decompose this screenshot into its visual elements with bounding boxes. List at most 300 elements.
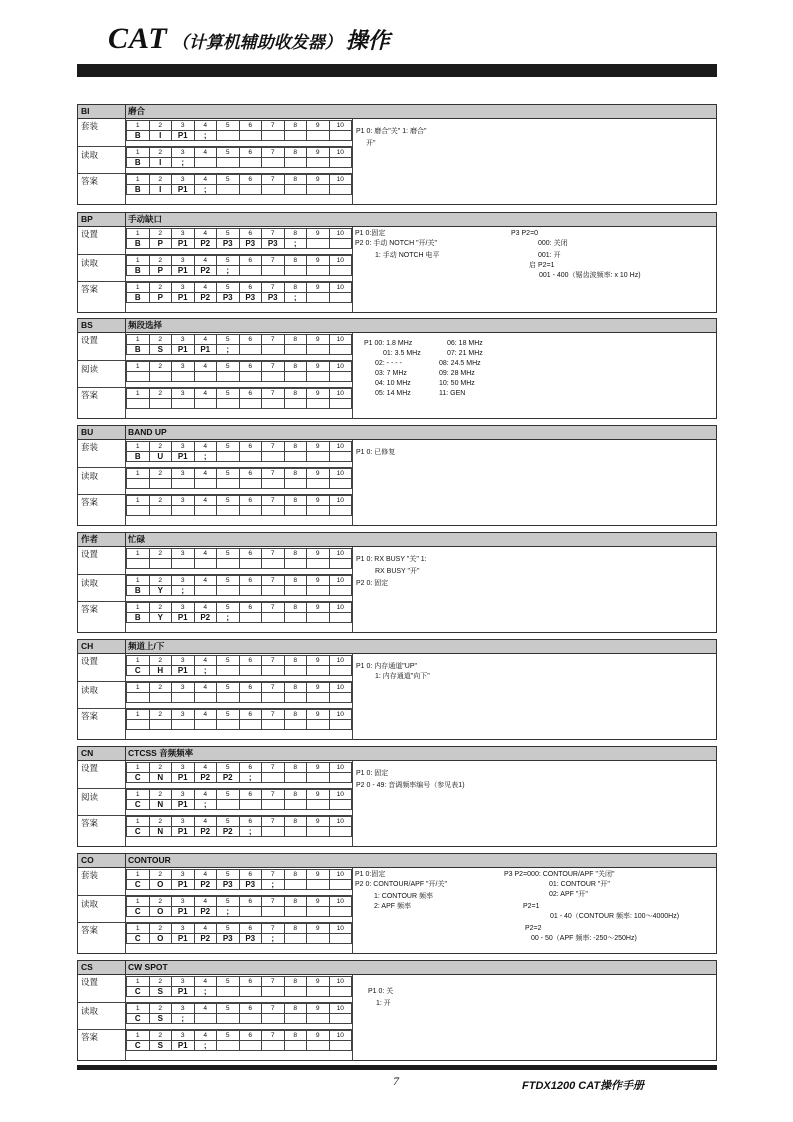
section-name: 频段选择 bbox=[128, 320, 163, 330]
digit-cell: 4 bbox=[194, 1031, 217, 1041]
digit-cell: 5 bbox=[217, 148, 240, 158]
digit-cell: 10 bbox=[329, 496, 352, 506]
command-cell: ; bbox=[194, 987, 217, 997]
digit-cell: 7 bbox=[262, 362, 285, 372]
digit-cell: 1 bbox=[127, 335, 150, 345]
command-cell: S bbox=[149, 1041, 172, 1051]
digit-cell: 8 bbox=[284, 229, 307, 239]
command-grid bbox=[126, 495, 352, 516]
row-label: 设置 bbox=[81, 229, 99, 239]
row-label: 答案 bbox=[81, 604, 99, 614]
digit-cell: 9 bbox=[307, 175, 330, 185]
command-cell: ; bbox=[217, 613, 240, 623]
command-cell bbox=[262, 987, 285, 997]
digit-cell: 2 bbox=[149, 977, 172, 987]
command-cell bbox=[239, 452, 262, 462]
command-cell: P3 bbox=[217, 239, 240, 249]
digit-cell: 6 bbox=[239, 924, 262, 934]
command-cell bbox=[262, 479, 285, 489]
digit-cell: 4 bbox=[194, 1004, 217, 1014]
command-cell bbox=[127, 559, 150, 569]
row-label: 套装 bbox=[81, 442, 99, 452]
digit-cell: 4 bbox=[194, 790, 217, 800]
section-code: CO bbox=[78, 854, 126, 867]
command-cell: P1 bbox=[172, 987, 195, 997]
command-cell: P3 bbox=[239, 293, 262, 303]
command-grid bbox=[126, 816, 352, 837]
command-cell bbox=[329, 720, 352, 730]
digit-cell: 5 bbox=[217, 469, 240, 479]
digit-cell: 7 bbox=[262, 710, 285, 720]
command-row bbox=[127, 293, 352, 303]
digit-row bbox=[127, 897, 352, 907]
command-cell bbox=[262, 586, 285, 596]
command-cell: ; bbox=[284, 293, 307, 303]
command-cell: P1 bbox=[172, 800, 195, 810]
digit-cell: 4 bbox=[194, 870, 217, 880]
parameter-note: 1: 手动 NOTCH 电平 bbox=[375, 252, 440, 259]
parameter-note: P2 0 - 49: 音调频率编号（参见表1) bbox=[356, 782, 465, 789]
section-name: 磨合 bbox=[128, 106, 146, 116]
command-cell bbox=[194, 1014, 217, 1024]
command-cell bbox=[307, 934, 330, 944]
parameter-note: P1 0: 关 bbox=[368, 988, 394, 995]
digit-cell: 8 bbox=[284, 924, 307, 934]
command-cell bbox=[239, 613, 262, 623]
digit-cell: 8 bbox=[284, 656, 307, 666]
section-body bbox=[78, 333, 716, 419]
section-header bbox=[78, 747, 716, 761]
digit-cell: 8 bbox=[284, 121, 307, 131]
command-cell bbox=[284, 372, 307, 382]
digit-row bbox=[127, 335, 352, 345]
command-cell: P1 bbox=[172, 880, 195, 890]
digit-cell: 9 bbox=[307, 763, 330, 773]
digit-cell: 1 bbox=[127, 283, 150, 293]
digit-cell: 8 bbox=[284, 710, 307, 720]
command-row bbox=[127, 158, 352, 168]
command-cell bbox=[329, 452, 352, 462]
digit-cell: 5 bbox=[217, 817, 240, 827]
command-cell: B bbox=[127, 613, 150, 623]
command-cell bbox=[284, 506, 307, 516]
command-cell: P bbox=[149, 239, 172, 249]
command-cell bbox=[217, 506, 240, 516]
digit-cell: 2 bbox=[149, 469, 172, 479]
digit-cell: 3 bbox=[172, 229, 195, 239]
digit-cell: 3 bbox=[172, 1031, 195, 1041]
digit-cell: 6 bbox=[239, 897, 262, 907]
digit-cell: 6 bbox=[239, 283, 262, 293]
row-label: 读取 bbox=[81, 899, 99, 909]
parameter-note: P3 P2=0 bbox=[511, 230, 539, 237]
digit-cell: 7 bbox=[262, 469, 285, 479]
command-section bbox=[77, 960, 717, 1061]
command-row bbox=[127, 586, 352, 596]
digit-cell: 7 bbox=[262, 656, 285, 666]
digit-cell: 6 bbox=[239, 603, 262, 613]
command-cell bbox=[284, 158, 307, 168]
digit-cell: 10 bbox=[329, 335, 352, 345]
digit-cell: 6 bbox=[239, 229, 262, 239]
command-cell bbox=[262, 773, 285, 783]
command-cell bbox=[172, 559, 195, 569]
command-cell bbox=[217, 399, 240, 409]
command-cell: ; bbox=[194, 131, 217, 141]
command-cell bbox=[172, 479, 195, 489]
command-cell bbox=[239, 987, 262, 997]
command-cell bbox=[217, 800, 240, 810]
digit-cell: 8 bbox=[284, 683, 307, 693]
digit-cell: 3 bbox=[172, 175, 195, 185]
section-header bbox=[78, 961, 716, 975]
digit-cell: 6 bbox=[239, 817, 262, 827]
command-cell bbox=[307, 773, 330, 783]
command-cell bbox=[149, 479, 172, 489]
digit-cell: 3 bbox=[172, 549, 195, 559]
command-cell bbox=[217, 158, 240, 168]
digit-cell: 7 bbox=[262, 603, 285, 613]
header-ops: 操作 bbox=[345, 28, 390, 53]
command-row bbox=[127, 880, 352, 890]
digit-cell: 9 bbox=[307, 603, 330, 613]
command-cell bbox=[239, 372, 262, 382]
digit-cell: 10 bbox=[329, 603, 352, 613]
digit-cell: 10 bbox=[329, 977, 352, 987]
digit-cell: 9 bbox=[307, 576, 330, 586]
command-cell: N bbox=[149, 773, 172, 783]
command-cell bbox=[149, 720, 172, 730]
digit-cell: 7 bbox=[262, 817, 285, 827]
command-cell: B bbox=[127, 452, 150, 462]
section-body bbox=[78, 654, 716, 740]
command-cell: O bbox=[149, 934, 172, 944]
digit-cell: 3 bbox=[172, 897, 195, 907]
digit-cell: 5 bbox=[217, 977, 240, 987]
command-cell: B bbox=[127, 239, 150, 249]
command-cell: P2 bbox=[194, 934, 217, 944]
digit-cell: 3 bbox=[172, 576, 195, 586]
parameter-note: 01: CONTOUR "开" bbox=[549, 881, 610, 888]
digit-cell: 2 bbox=[149, 710, 172, 720]
command-cell bbox=[329, 479, 352, 489]
command-cell bbox=[194, 720, 217, 730]
digit-row bbox=[127, 977, 352, 987]
digit-row bbox=[127, 283, 352, 293]
section-code: CN bbox=[78, 747, 126, 760]
parameter-note: P2=1 bbox=[523, 903, 540, 910]
digit-cell: 3 bbox=[172, 763, 195, 773]
page-number: 7 bbox=[393, 1074, 399, 1088]
digit-cell: 5 bbox=[217, 229, 240, 239]
command-cell bbox=[284, 720, 307, 730]
digit-cell: 6 bbox=[239, 469, 262, 479]
command-grid bbox=[126, 334, 352, 355]
digit-cell: 5 bbox=[217, 870, 240, 880]
command-cell bbox=[217, 1014, 240, 1024]
digit-cell: 2 bbox=[149, 335, 172, 345]
command-cell: P bbox=[149, 293, 172, 303]
digit-cell: 6 bbox=[239, 870, 262, 880]
digit-cell: 8 bbox=[284, 790, 307, 800]
command-cell bbox=[239, 693, 262, 703]
parameter-note: 2: APF 频率 bbox=[374, 903, 411, 910]
digit-cell: 10 bbox=[329, 817, 352, 827]
command-cell bbox=[239, 399, 262, 409]
digit-cell: 4 bbox=[194, 603, 217, 613]
command-grid bbox=[126, 282, 352, 303]
command-cell bbox=[307, 720, 330, 730]
command-row bbox=[127, 345, 352, 355]
parameter-note: P1 00: 1.8 MHz bbox=[364, 340, 413, 347]
command-cell bbox=[262, 800, 285, 810]
digit-row bbox=[127, 442, 352, 452]
command-cell: P2 bbox=[194, 773, 217, 783]
column-divider bbox=[352, 654, 353, 740]
digit-cell: 9 bbox=[307, 1004, 330, 1014]
command-cell bbox=[284, 586, 307, 596]
digit-cell: 9 bbox=[307, 870, 330, 880]
command-row bbox=[127, 1041, 352, 1051]
command-cell: I bbox=[149, 131, 172, 141]
command-cell: P2 bbox=[194, 266, 217, 276]
digit-cell: 4 bbox=[194, 175, 217, 185]
digit-cell: 5 bbox=[217, 362, 240, 372]
command-grid bbox=[126, 228, 352, 249]
command-cell bbox=[307, 452, 330, 462]
digit-cell: 10 bbox=[329, 121, 352, 131]
row-label: 答案 bbox=[81, 1032, 99, 1042]
section-name: CTCSS 音频频率 bbox=[128, 748, 194, 758]
digit-cell: 2 bbox=[149, 576, 172, 586]
digit-cell: 7 bbox=[262, 790, 285, 800]
digit-cell: 1 bbox=[127, 576, 150, 586]
command-cell bbox=[307, 559, 330, 569]
command-cell bbox=[307, 479, 330, 489]
command-cell: ; bbox=[172, 158, 195, 168]
digit-cell: 9 bbox=[307, 496, 330, 506]
command-row bbox=[127, 559, 352, 569]
digit-cell: 2 bbox=[149, 763, 172, 773]
command-cell: ; bbox=[284, 239, 307, 249]
digit-cell: 3 bbox=[172, 121, 195, 131]
row-label: 设置 bbox=[81, 763, 99, 773]
command-cell bbox=[307, 800, 330, 810]
digit-cell: 5 bbox=[217, 549, 240, 559]
digit-cell: 5 bbox=[217, 442, 240, 452]
command-cell bbox=[262, 1041, 285, 1051]
command-grid bbox=[126, 682, 352, 703]
command-cell bbox=[217, 720, 240, 730]
command-cell bbox=[127, 720, 150, 730]
digit-row bbox=[127, 710, 352, 720]
section-name: 忙碌 bbox=[128, 534, 146, 544]
digit-cell: 5 bbox=[217, 389, 240, 399]
digit-cell: 5 bbox=[217, 924, 240, 934]
parameter-note: 07: 21 MHz bbox=[447, 350, 483, 357]
command-cell bbox=[307, 293, 330, 303]
command-cell bbox=[307, 266, 330, 276]
command-grid bbox=[126, 1003, 352, 1024]
digit-cell: 3 bbox=[172, 870, 195, 880]
command-cell: B bbox=[127, 185, 150, 195]
row-label: 设置 bbox=[81, 977, 99, 987]
digit-cell: 8 bbox=[284, 442, 307, 452]
command-cell bbox=[149, 372, 172, 382]
command-cell: P3 bbox=[217, 934, 240, 944]
digit-cell: 3 bbox=[172, 256, 195, 266]
digit-cell: 4 bbox=[194, 924, 217, 934]
command-cell bbox=[194, 559, 217, 569]
command-cell bbox=[329, 773, 352, 783]
command-cell bbox=[329, 666, 352, 676]
command-row bbox=[127, 693, 352, 703]
digit-cell: 2 bbox=[149, 442, 172, 452]
digit-cell: 3 bbox=[172, 817, 195, 827]
command-cell: ; bbox=[217, 266, 240, 276]
command-cell bbox=[262, 666, 285, 676]
command-cell bbox=[284, 266, 307, 276]
digit-cell: 7 bbox=[262, 256, 285, 266]
command-cell: N bbox=[149, 800, 172, 810]
command-cell: C bbox=[127, 773, 150, 783]
command-grid bbox=[126, 147, 352, 168]
command-cell bbox=[239, 907, 262, 917]
parameter-note: 02: APF "开" bbox=[549, 891, 588, 898]
digit-row bbox=[127, 229, 352, 239]
command-cell: ; bbox=[217, 345, 240, 355]
digit-cell: 2 bbox=[149, 148, 172, 158]
command-cell: P1 bbox=[172, 452, 195, 462]
command-cell: P1 bbox=[172, 345, 195, 355]
digit-cell: 10 bbox=[329, 229, 352, 239]
parameter-note: P1 0: 磨合"关" 1: 磨合" bbox=[356, 128, 427, 135]
row-label: 答案 bbox=[81, 176, 99, 186]
command-row bbox=[127, 827, 352, 837]
column-divider bbox=[352, 975, 353, 1061]
digit-cell: 4 bbox=[194, 335, 217, 345]
column-divider bbox=[352, 333, 353, 419]
command-cell: S bbox=[149, 1014, 172, 1024]
command-cell: ; bbox=[262, 934, 285, 944]
section-header bbox=[78, 426, 716, 440]
section-code: BI bbox=[78, 105, 126, 118]
command-cell bbox=[194, 506, 217, 516]
command-row bbox=[127, 452, 352, 462]
parameter-note: P1 0: 内存通道"UP" bbox=[356, 663, 417, 670]
command-cell: P1 bbox=[172, 185, 195, 195]
command-row bbox=[127, 666, 352, 676]
digit-cell: 10 bbox=[329, 683, 352, 693]
command-row bbox=[127, 987, 352, 997]
command-cell bbox=[284, 479, 307, 489]
command-cell bbox=[307, 613, 330, 623]
digit-cell: 1 bbox=[127, 442, 150, 452]
command-cell bbox=[262, 372, 285, 382]
command-cell bbox=[217, 693, 240, 703]
digit-cell: 6 bbox=[239, 790, 262, 800]
parameter-note: 02: - - - - bbox=[375, 360, 402, 367]
command-row bbox=[127, 399, 352, 409]
command-cell bbox=[262, 907, 285, 917]
command-cell: Y bbox=[149, 613, 172, 623]
digit-cell: 5 bbox=[217, 1004, 240, 1014]
parameter-note: 05: 14 MHz bbox=[375, 390, 411, 397]
section-code: BP bbox=[78, 213, 126, 226]
digit-cell: 2 bbox=[149, 603, 172, 613]
column-divider bbox=[352, 868, 353, 954]
parameter-note: P1 0:固定 bbox=[355, 230, 386, 237]
command-section bbox=[77, 746, 717, 847]
digit-row bbox=[127, 603, 352, 613]
command-cell: B bbox=[127, 586, 150, 596]
command-cell bbox=[329, 266, 352, 276]
digit-cell: 2 bbox=[149, 175, 172, 185]
digit-cell: 5 bbox=[217, 576, 240, 586]
digit-cell: 1 bbox=[127, 1004, 150, 1014]
digit-cell: 10 bbox=[329, 790, 352, 800]
command-cell bbox=[284, 185, 307, 195]
command-cell bbox=[307, 693, 330, 703]
command-cell: P3 bbox=[239, 239, 262, 249]
digit-cell: 1 bbox=[127, 175, 150, 185]
command-grid bbox=[126, 361, 352, 382]
digit-row bbox=[127, 870, 352, 880]
parameter-note: 09: 28 MHz bbox=[439, 370, 475, 377]
section-name: CONTOUR bbox=[128, 855, 171, 865]
command-cell bbox=[217, 372, 240, 382]
digit-cell: 2 bbox=[149, 496, 172, 506]
digit-cell: 1 bbox=[127, 977, 150, 987]
command-cell bbox=[172, 720, 195, 730]
digit-cell: 5 bbox=[217, 897, 240, 907]
section-header bbox=[78, 213, 716, 227]
command-cell: P2 bbox=[194, 239, 217, 249]
row-label: 读取 bbox=[81, 258, 99, 268]
digit-cell: 9 bbox=[307, 229, 330, 239]
command-cell bbox=[329, 131, 352, 141]
header-rule bbox=[77, 64, 717, 77]
digit-cell: 7 bbox=[262, 389, 285, 399]
command-cell bbox=[194, 693, 217, 703]
command-cell: P1 bbox=[172, 666, 195, 676]
digit-cell: 3 bbox=[172, 924, 195, 934]
digit-cell: 10 bbox=[329, 148, 352, 158]
digit-cell: 6 bbox=[239, 977, 262, 987]
command-cell: P2 bbox=[217, 773, 240, 783]
digit-cell: 7 bbox=[262, 763, 285, 773]
digit-cell: 3 bbox=[172, 790, 195, 800]
digit-cell: 2 bbox=[149, 790, 172, 800]
command-cell bbox=[329, 907, 352, 917]
digit-row bbox=[127, 469, 352, 479]
digit-cell: 5 bbox=[217, 496, 240, 506]
command-cell: P3 bbox=[262, 239, 285, 249]
parameter-note: 10: 50 MHz bbox=[439, 380, 475, 387]
parameter-note: 1: 开 bbox=[376, 1000, 391, 1007]
command-grid bbox=[126, 441, 352, 462]
command-cell bbox=[329, 800, 352, 810]
command-cell bbox=[217, 1041, 240, 1051]
parameter-note: P2 0: 固定 bbox=[356, 580, 389, 587]
digit-row bbox=[127, 148, 352, 158]
parameter-note: P3 P2=000: CONTOUR/APF "关闭" bbox=[504, 871, 615, 878]
command-cell: P1 bbox=[172, 773, 195, 783]
digit-cell: 4 bbox=[194, 549, 217, 559]
digit-cell: 5 bbox=[217, 603, 240, 613]
digit-cell: 6 bbox=[239, 656, 262, 666]
command-cell bbox=[239, 266, 262, 276]
